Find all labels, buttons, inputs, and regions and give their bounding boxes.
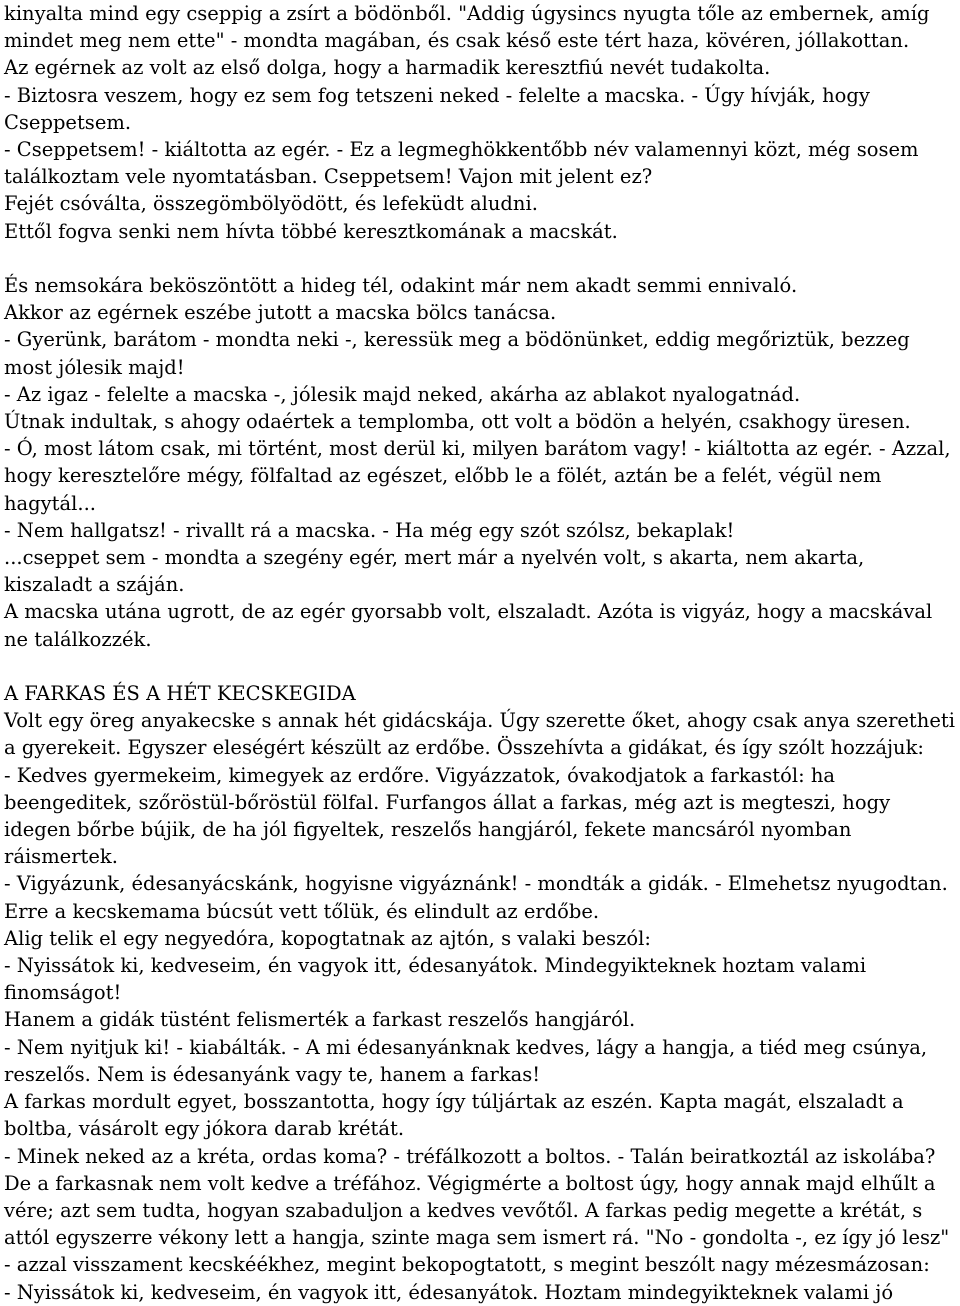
- paragraph: - Nyissátok ki, kedveseim, én vagyok itt, édesanyátok. Hoztam mindegyikteknek valami jó: [4, 1280, 894, 1304]
- paragraph: - Gyerünk, barátom - mondta neki -, keressük meg a bödönünket, eddig megőriztük, bezzeg most jólesik majd!: [4, 328, 910, 379]
- paragraph: kinyalta mind egy cseppig a zsírt a bödönből. "Addig úgysincs nyugta tőle az embernek, amíg mindet meg nem ette" - mondta magában, és csak késő este tért haza, kövéren, jóllakottan.: [4, 2, 930, 53]
- paragraph: Útnak indultak, s ahogy odaértek a templomba, ott volt a bödön a helyén, csakhogy üresen.: [4, 410, 911, 434]
- paragraph: Volt egy öreg anyakecske s annak hét gidácskája. Úgy szerette őket, ahogy csak anya szeretheti a gyerekeit. Egyszer eleségért készült az erdőbe. Összehívta a gidákat, és így szólt hozzájuk:: [4, 709, 955, 760]
- paragraph: És nemsokára beköszöntött a hideg tél, odakint már nem akadt semmi ennivaló.: [4, 274, 798, 298]
- paragraph: Az egérnek az volt az első dolga, hogy a harmadik keresztfiú nevét tudakolta.: [4, 56, 771, 80]
- paragraph: De a farkasnak nem volt kedve a tréfához. Végigmérte a boltost úgy, hogy annak majd elhűlt a vére; azt sem tudta, hogyan szabaduljon a kedves vevőtől. A farkas pedig megette a krétát, s attól egyszerre vékony lett a hangja, szinte maga sem ismert rá. "No - gondolta -, ez így jó lesz" - azzal visszament kecskéékhez, megint bekopogtatott, s megint beszólt nagy mézesmázosan:: [4, 1171, 950, 1277]
- paragraph: Alig telik el egy negyedóra, kopogtatnak az ajtón, s valaki beszól:: [4, 926, 651, 950]
- paragraph: - Nem nyitjuk ki! - kiabálták. - A mi édesanyánknak kedves, lágy a hangja, a tiéd meg csúnya, reszelős. Nem is édesanyánk vagy te, hanem a farkas!: [4, 1035, 928, 1086]
- paragraph: Akkor az egérnek eszébe jutott a macska bölcs tanácsa.: [4, 301, 557, 325]
- paragraph: - Nyissátok ki, kedveseim, én vagyok itt, édesanyátok. Mindegyikteknek hoztam valami finomságot!: [4, 954, 867, 1005]
- document-page: [4, 0, 956, 1306]
- paragraph: - Ó, most látom csak, mi történt, most derül ki, milyen barátom vagy! - kiáltotta az egér. - Azzal, hogy keresztelőre mégy, fölfaltad az egészet, előbb le a fölét, aztán be a felét, végül nem hagytál...: [4, 437, 951, 515]
- paragraph: Fejét csóválta, összegömbölyödött, és lefeküdt aludni.: [4, 192, 538, 216]
- paragraph-spacer: [4, 245, 956, 272]
- paragraph: - Biztosra veszem, hogy ez sem fog tetszeni neked - felelte a macska. - Úgy hívják, hogy Cseppetsem.: [4, 83, 870, 134]
- paragraph-spacer: [4, 653, 956, 680]
- paragraph: - Nem hallgatsz! - rivallt rá a macska. - Ha még egy szót szólsz, bekaplak!: [4, 518, 735, 542]
- paragraph: ...cseppet sem - mondta a szegény egér, mert már a nyelvén volt, s akarta, nem akarta, kiszaladt a száján.: [4, 546, 865, 597]
- paragraph: - Vigyázunk, édesanyácskánk, hogyisne vigyáznánk! - mondták a gidák. - Elmehetsz nyugodtan.: [4, 872, 948, 896]
- paragraph: - Az igaz - felelte a macska -, jólesik majd neked, akárha az ablakot nyalogatnád.: [4, 382, 801, 406]
- paragraph: Erre a kecskemama búcsút vett tőlük, és elindult az erdőbe.: [4, 899, 600, 923]
- paragraph: A farkas mordult egyet, bosszantotta, hogy így túljártak az eszén. Kapta magát, elszaladt a boltba, vásárolt egy jókora darab krétát.: [4, 1090, 904, 1141]
- paragraph: A FARKAS ÉS A HÉT KECSKEGIDA: [4, 682, 356, 706]
- paragraph: - Cseppetsem! - kiáltotta az egér. - Ez a legmeghökkentőbb név valamennyi közt, még sosem találkoztam vele nyomtatásban. Cseppetsem! Vajon mit jelent ez?: [4, 138, 919, 189]
- paragraph: Ettől fogva senki nem hívta többé keresztkomának a macskát.: [4, 219, 618, 243]
- paragraph: - Kedves gyermekeim, kimegyek az erdőre. Vigyázzatok, óvakodjatok a farkastól: ha beengeditek, szőröstül-bőröstül fölfal. Furfangos állat a farkas, még azt is megteszi, hogy idegen bőrbe bújik, de ha jól figyeltek, reszelős hangjáról, fekete mancsáról nyomban ráismertek.: [4, 763, 891, 869]
- paragraph: - Minek neked az a kréta, ordas koma? - tréfálkozott a boltos. - Talán beiratkoztál az iskolába?: [4, 1144, 936, 1168]
- paragraph: Hanem a gidák tüstént felismerték a farkast reszelős hangjáról.: [4, 1008, 636, 1032]
- paragraph: A macska utána ugrott, de az egér gyorsabb volt, elszaladt. Azóta is vigyáz, hogy a macskával ne találkozzék.: [4, 600, 933, 651]
